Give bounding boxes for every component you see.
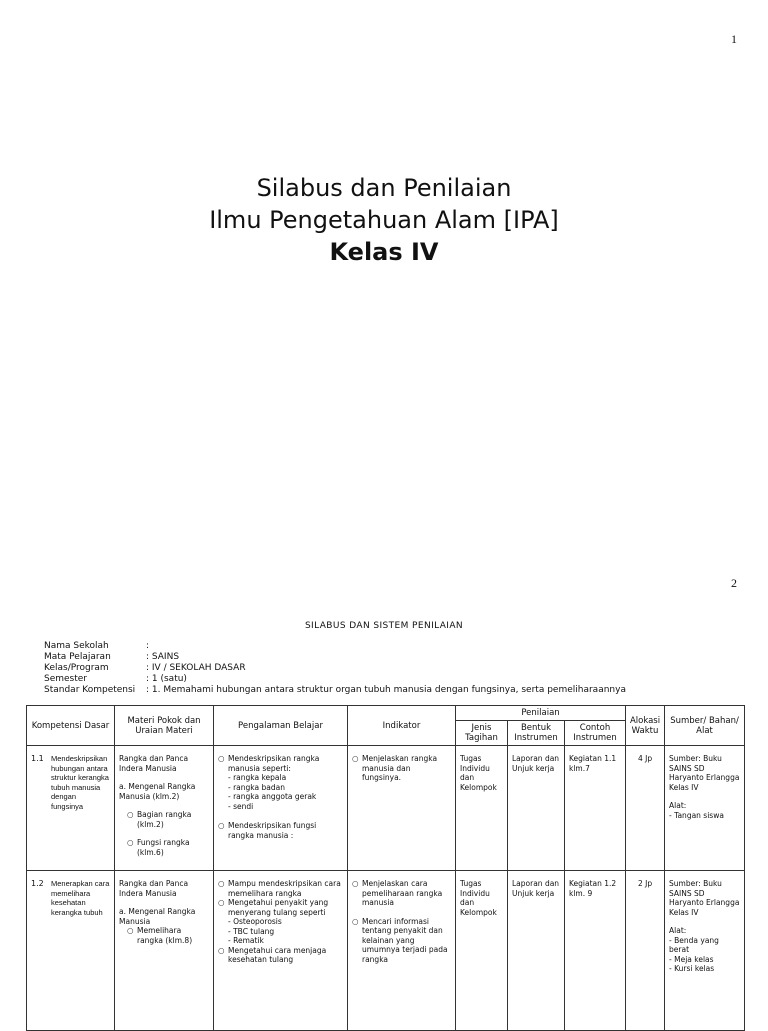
cell-contoh: Kegiatan 1.1 klm.7	[565, 746, 626, 871]
materi-title: Rangka dan Panca Indera Manusia	[119, 754, 189, 773]
header-pengalaman: Pengalaman Belajar	[214, 706, 348, 746]
header-alokasi: Alokasi Waktu	[626, 706, 665, 746]
cell-indikator	[348, 871, 456, 1031]
cell-bentuk: Laporan dan Unjuk kerja	[508, 746, 565, 871]
circle-bullet-icon: ○	[218, 821, 225, 830]
circle-bullet-icon: ○	[127, 838, 134, 847]
header-kompetensi: Kompetensi Dasar	[27, 706, 115, 746]
info-value: : SAINS	[146, 652, 180, 662]
info-row-school	[44, 641, 626, 652]
circle-bullet-icon: ○	[218, 898, 225, 907]
list-item: - Tangan siswa	[669, 811, 740, 821]
kd-number: 1.2	[31, 879, 44, 888]
cell-contoh: Kegiatan 1.2 klm. 9	[565, 871, 626, 1031]
sumber-text: Sumber: Buku SAINS SD Haryanto Erlangga Kelas IV	[669, 879, 740, 917]
cell-alokasi: 4 Jp	[626, 746, 665, 871]
indikator-item: Mencari informasi tentang penyakit dan kelainan yang umumnya terjadi pada rangka	[362, 916, 448, 964]
circle-bullet-icon: ○	[218, 945, 225, 955]
alat-label: Alat:	[669, 801, 687, 810]
info-value: : 1 (satu)	[146, 674, 187, 684]
cell-sumber	[665, 871, 745, 1031]
cell-indikator	[348, 746, 456, 871]
cell-materi	[115, 871, 214, 1031]
pengalaman-sublist	[228, 917, 343, 946]
alat-label: Alat:	[669, 926, 687, 935]
circle-bullet-icon: ○	[218, 879, 225, 888]
list-item: - Rematik	[228, 936, 343, 946]
info-value: : IV / SEKOLAH DASAR	[146, 663, 246, 673]
pengalaman-sublist	[228, 773, 343, 811]
circle-bullet-icon: ○	[352, 754, 359, 763]
info-row-competency	[44, 685, 626, 696]
cell-pengalaman	[214, 871, 348, 1031]
alat-list	[669, 811, 740, 821]
cover-title-line-2: Ilmu Pengetahuan Alam [IPA]	[209, 206, 559, 234]
materi-item: Fungsi rangka (klm.6)	[137, 838, 190, 857]
indikator-item: Menjelaskan rangka manusia dan fungsinya.	[362, 754, 438, 782]
sumber-text: Sumber: Buku SAINS SD Haryanto Erlangga Kelas IV	[669, 754, 740, 792]
section-heading: SILABUS DAN SISTEM PENILAIAN	[304, 621, 464, 631]
list-item: - sendi	[228, 802, 343, 812]
info-value: :	[146, 641, 150, 651]
list-item: - TBC tulang	[228, 927, 343, 937]
cell-materi	[115, 746, 214, 871]
materi-item: Bagian rangka (klm.2)	[137, 810, 192, 829]
list-item: - Kursi kelas	[669, 964, 740, 974]
pengalaman-item: Mendeskripsikan rangka manusia seperti:	[228, 754, 320, 773]
kd-text: Menerapkan cara memelihara kesehatan kerangka tubuh	[51, 879, 110, 917]
pengalaman-item: Mampu mendeskripsikan cara memelihara rangka	[228, 879, 341, 898]
circle-bullet-icon: ○	[352, 916, 359, 926]
header-materi: Materi Pokok dan Uraian Materi	[115, 706, 214, 746]
info-label: Nama Sekolah	[44, 641, 109, 651]
list-item: - rangka kepala	[228, 773, 343, 783]
header-jenis: Jenis Tagihan	[456, 721, 508, 746]
cell-jenis: Tugas Individu dan Kelompok	[456, 871, 508, 1031]
info-row-class	[44, 663, 626, 674]
syllabus-info-block	[44, 641, 626, 696]
info-label: Semester	[44, 674, 88, 684]
table-header-row	[27, 706, 745, 721]
list-item: - Benda yang berat	[669, 936, 740, 955]
pengalaman-item: Mengetahui penyakit yang menyerang tulang seperti	[228, 898, 329, 917]
circle-bullet-icon: ○	[218, 754, 225, 763]
cell-alokasi: 2 Jp	[626, 871, 665, 1031]
header-bentuk: Bentuk Instrumen	[508, 721, 565, 746]
info-row-semester	[44, 674, 626, 685]
header-sumber: Sumber/ Bahan/ Alat	[665, 706, 745, 746]
list-item: - Meja kelas	[669, 955, 740, 965]
circle-bullet-icon: ○	[352, 879, 359, 888]
materi-item: Memelihara rangka (klm.8)	[137, 926, 193, 945]
kd-number: 1.1	[31, 754, 44, 763]
list-item: - rangka badan	[228, 783, 343, 793]
materi-subtopic: a. Mengenal Rangka Manusia (klm.2)	[119, 782, 196, 801]
info-label: Standar Kompetensi	[44, 685, 136, 695]
header-indikator: Indikator	[348, 706, 456, 746]
cell-kompetensi	[27, 746, 115, 871]
cell-kompetensi	[27, 871, 115, 1031]
circle-bullet-icon: ○	[127, 926, 134, 935]
info-label: Mata Pelajaran	[44, 652, 111, 662]
table-row	[27, 871, 745, 1031]
circle-bullet-icon: ○	[127, 810, 134, 819]
info-value: : 1. Memahami hubungan antara struktur organ tubuh manusia dengan fungsinya, serta pemeliharaannya	[146, 685, 626, 695]
cover-title-line-3: Kelas IV	[329, 238, 439, 266]
header-penilaian: Penilaian	[456, 706, 626, 721]
kd-text: Mendeskripsikan hubungan antara struktur kerangka tubuh manusia dengan fungsinya	[51, 754, 109, 811]
cover-title-line-1: Silabus dan Penilaian	[256, 174, 512, 202]
list-item: - rangka anggota gerak	[228, 792, 343, 802]
info-label: Kelas/Program	[44, 663, 109, 673]
list-item: - Osteoporosis	[228, 917, 343, 927]
pengalaman-item: Mengetahui cara menjaga kesehatan tulang	[228, 945, 327, 964]
materi-title: Rangka dan Panca Indera Manusia	[119, 879, 189, 898]
cell-pengalaman	[214, 746, 348, 871]
materi-subtopic: a. Mengenal Rangka Manusia	[119, 907, 196, 926]
indikator-item: Menjelaskan cara pemeliharaan rangka manusia	[362, 879, 443, 907]
info-row-subject	[44, 652, 626, 663]
syllabus-table	[26, 705, 745, 1031]
table-row	[27, 746, 745, 871]
cell-bentuk: Laporan dan Unjuk kerja	[508, 871, 565, 1031]
page-number-1: 1	[731, 32, 737, 46]
cell-jenis: Tugas Individu dan Kelompok	[456, 746, 508, 871]
header-contoh: Contoh Instrumen	[565, 721, 626, 746]
page-number-2: 2	[731, 576, 737, 590]
alat-list	[669, 936, 740, 974]
cell-sumber	[665, 746, 745, 871]
pengalaman-item: Mendeskripsikan fungsi rangka manusia :	[228, 821, 317, 840]
